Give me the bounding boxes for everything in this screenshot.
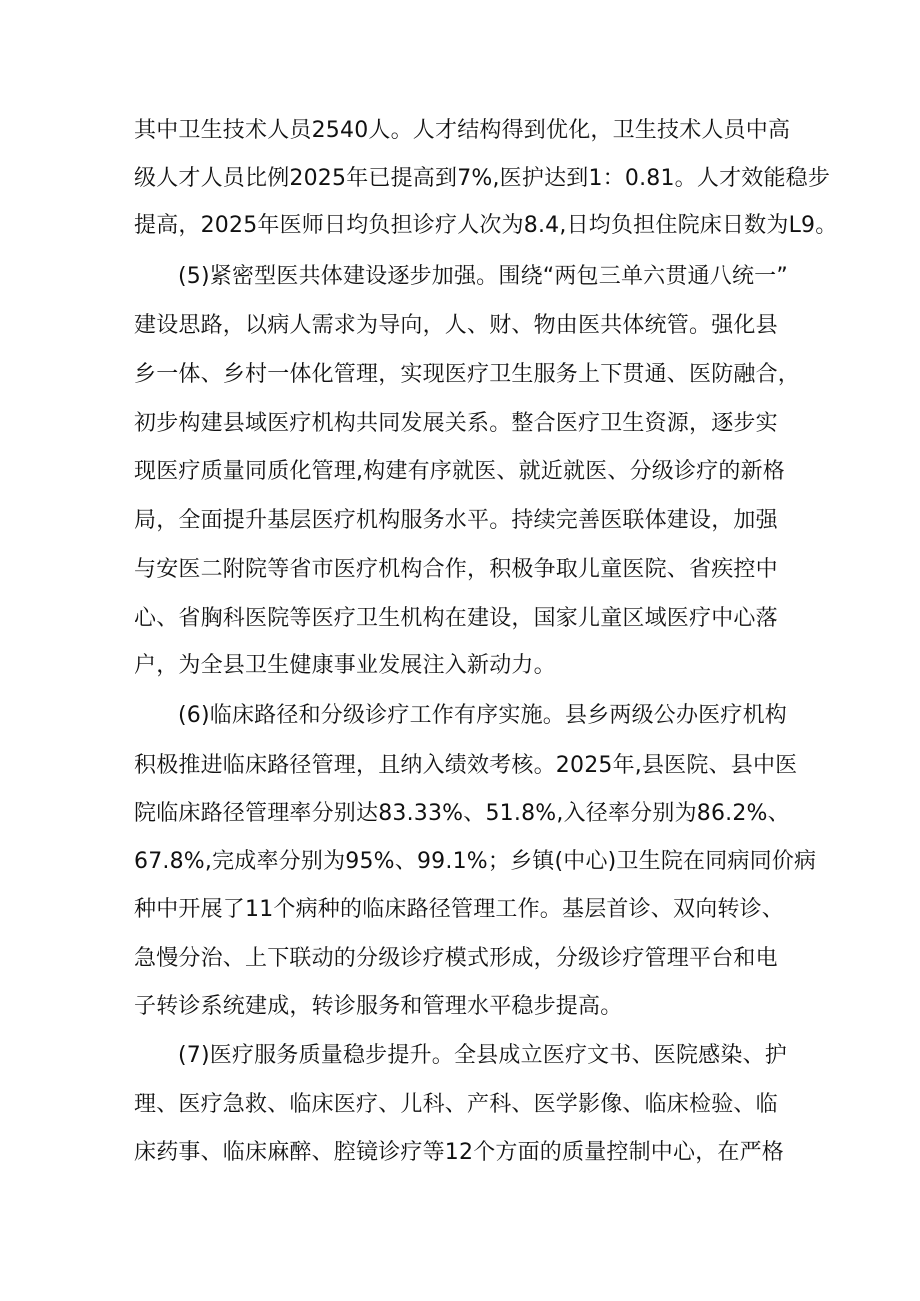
text-line: 院临床路径管理率分别达83.33%、51.8%,入径率分别为86.2%、 (134, 801, 790, 826)
text-line: 乡一体、乡村一体化管理，实现医疗卫生服务上下贯通、医防融合， (134, 362, 801, 387)
text-line: 与安医二附院等省市医疗机构合作，积极争取儿童医院、省疾控中 (134, 557, 778, 582)
text-line: 建设思路，以病人需求为导向，人、财、物由医共体统管。强化县 (134, 313, 778, 338)
text-line: (5)紧密型医共体建设逐步加强。围绕“两包三单六贯通八统一” (178, 264, 788, 289)
text-line: 67.8%,完成率分别为95%、99.1%；乡镇(中心)卫生院在同病同价病 (134, 849, 817, 874)
text-line: 床药事、临床麻醉、腔镜诊疗等12个方面的质量控制中心，在严格 (134, 1140, 784, 1165)
text-line: 局，全面提升基层医疗机构服务水平。持续完善医联体建设，加强 (134, 508, 778, 533)
text-line: 子转诊系统建成，转诊服务和管理水平稳步提高。 (134, 994, 623, 1019)
text-line: 种中开展了11个病种的临床路径管理工作。基层首诊、双向转诊、 (134, 897, 784, 922)
text-line: 初步构建县域医疗机构共同发展关系。整合医疗卫生资源，逐步实 (134, 411, 778, 436)
text-line: 提高，2025年医师日均负担诊疗人次为8.4,日均负担住院床日数为L9。 (134, 213, 838, 238)
text-line: 心、省胸科医院等医疗卫生机构在建设，国家儿童区域医疗中心落 (134, 606, 778, 631)
text-line: 理、医疗急救、临床医疗、儿科、产科、医学影像、临床检验、临 (134, 1092, 778, 1117)
text-line: (6)临床路径和分级诊疗工作有序实施。县乡两级公办医疗机构 (178, 703, 787, 728)
text-line: 户，为全县卫生健康事业发展注入新动力。 (134, 653, 556, 678)
text-line: 级人才人员比例2025年已提高到7%,医护达到1：0.81。人才效能稳步 (134, 166, 831, 191)
text-line: 积极推进临床路径管理，且纳入绩效考核。2025年,县医院、县中医 (134, 753, 798, 778)
text-line: (7)医疗服务质量稳步提升。全县成立医疗文书、医院感染、护 (178, 1043, 787, 1068)
text-line: 现医疗质量同质化管理,构建有序就医、就近就医、分级诊疗的新格 (134, 459, 785, 484)
text-line: 急慢分治、上下联动的分级诊疗模式形成，分级诊疗管理平台和电 (134, 946, 778, 971)
text-line: 其中卫生技术人员2540人。人才结构得到优化，卫生技术人员中高 (134, 118, 791, 143)
